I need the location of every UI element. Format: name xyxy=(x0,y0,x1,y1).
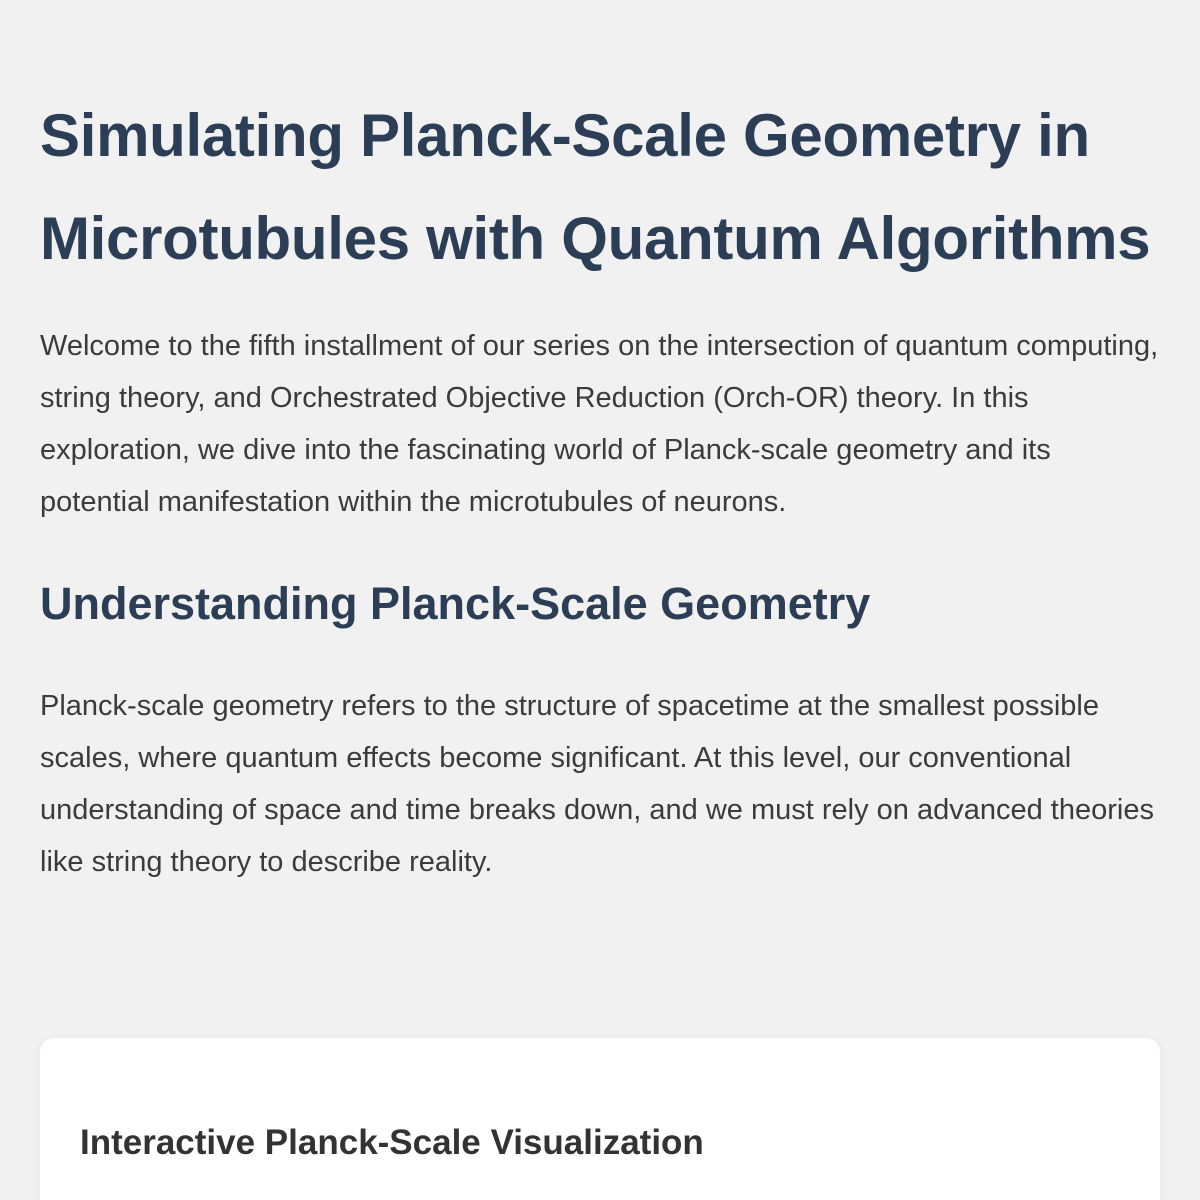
section-heading-planck-geometry: Understanding Planck-Scale Geometry xyxy=(40,578,871,629)
page-title: Simulating Planck-Scale Geometry in Microtubules with Quantum Algorithms xyxy=(40,102,1151,272)
visualization-title: Interactive Planck-Scale Visualization xyxy=(80,1123,704,1162)
intro-paragraph: Welcome to the fifth installment of our series on the intersection of quantum computing, string theory, and Orchestrated Objective Reduction (Orch-OR) theory. In this exploration, we dive into the fascinating world of Planck-scale geometry and its potential manifestation within the microtubules of neurons. xyxy=(40,330,1159,518)
section-paragraph-planck-geometry: Planck-scale geometry refers to the structure of spacetime at the smallest possible scales, where quantum effects become significant. At this level, our conventional understanding of space and time breaks down, and we must rely on advanced theories like string theory to describe reality. xyxy=(40,690,1154,878)
visualization-card xyxy=(40,1038,1160,1200)
